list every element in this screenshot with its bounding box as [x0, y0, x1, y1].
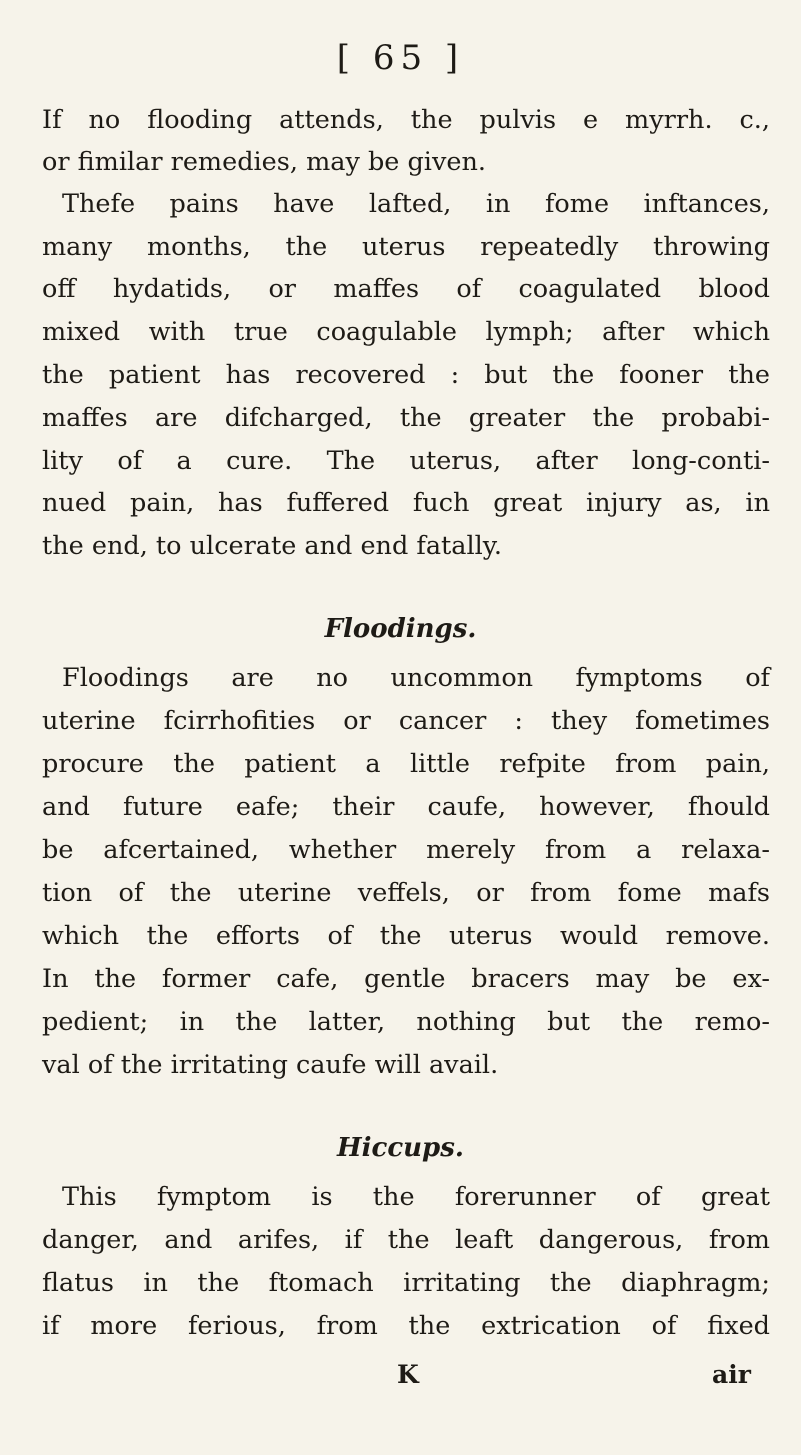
text-line: the end, to ulcerate and end fatally. [42, 531, 502, 561]
text-line: lity of a cure. The uterus, after long-conti- [42, 446, 770, 476]
text-line: val of the irritating caufe will avail. [42, 1050, 499, 1080]
text-line: if more ferious, from the extrication of fixed [42, 1311, 770, 1341]
text-line: which the efforts of the uterus would remove. [42, 921, 770, 951]
text-line: Thefe pains have lafted, in fome inftances, [62, 189, 770, 219]
text-line: pedient; in the latter, nothing but the remo- [42, 1007, 770, 1037]
text-line: Floodings are no uncommon fymptoms of [62, 663, 770, 693]
page-number: [ 65 ] [336, 38, 465, 78]
text-line: or fimilar remedies, may be given. [42, 147, 486, 177]
text-line: be afcertained, whether merely from a relaxa- [42, 835, 770, 865]
text-line: mixed with true coagulable lymph; after which [42, 317, 770, 347]
text-line: off hydatids, or maffes of coagulated blood [42, 274, 770, 304]
text-line: procure the patient a little refpite from pain, [42, 749, 770, 779]
text-line: uterine fcirrhofities or cancer : they fometimes [42, 706, 770, 736]
text-line: tion of the uterine veffels, or from fome mafs [42, 878, 770, 908]
text-line: If no flooding attends, the pulvis e myrrh. c., [42, 105, 770, 135]
text-line: many months, the uterus repeatedly throwing [42, 232, 770, 262]
text-line: the patient has recovered : but the fooner the [42, 360, 770, 390]
text-line: flatus in the ftomach irritating the diaphragm; [42, 1268, 770, 1298]
text-line: and future eafe; their caufe, however, fhould [42, 792, 770, 822]
text-line: maffes are difcharged, the greater the probabi- [42, 403, 770, 433]
text-line: danger, and arifes, if the leaft dangerous, from [42, 1225, 770, 1255]
text-line: nued pain, has fuffered fuch great injury as, in [42, 488, 770, 518]
catchword: air [712, 1360, 751, 1389]
signature-mark: K [397, 1360, 419, 1389]
text-line: In the former cafe, gentle bracers may be ex- [42, 964, 770, 994]
section-heading-hiccups: Hiccups. [337, 1133, 464, 1163]
section-heading-floodings: Floodings. [324, 614, 477, 644]
text-line: This fymptom is the forerunner of great [62, 1182, 770, 1212]
